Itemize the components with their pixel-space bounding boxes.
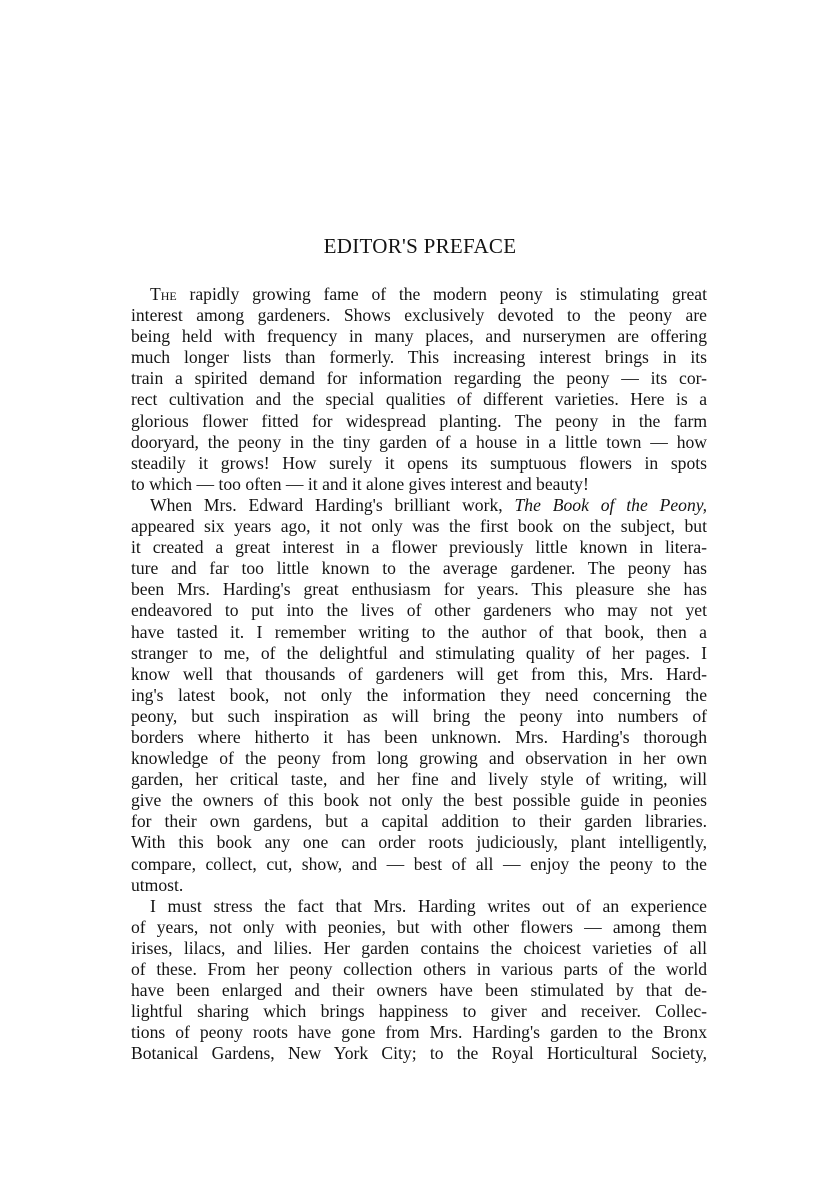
text-line: give the owners of this book not only the best possible guide in peonies: [131, 790, 707, 811]
book-title: The Book of the Peony,: [514, 494, 707, 515]
text-line: appeared six years ago, it not only was the first book on the subject, but: [131, 516, 707, 537]
text-line: have tasted it. I remember writing to the author of that book, then a: [131, 621, 707, 642]
text-line: With this book any one can order roots judiciously, plant intelligently,: [131, 832, 707, 853]
text-line: [131, 495, 707, 516]
text-line: stranger to me, of the delightful and stimulating quality of her pages. I: [131, 642, 707, 663]
text-line: glorious flower fitted for widespread planting. The peony in the farm: [131, 410, 707, 431]
text-line: [131, 284, 707, 305]
text-line: compare, collect, cut, show, and — best of all — enjoy the peony to the: [131, 853, 707, 874]
text-line: it created a great interest in a flower previously little known in litera-: [131, 537, 707, 558]
text-line: irises, lilacs, and lilies. Her garden contains the choicest varieties of all: [131, 937, 707, 958]
text-line: interest among gardeners. Shows exclusively devoted to the peony are: [131, 305, 707, 326]
text-line: I must stress the fact that Mrs. Harding writes out of an experience: [150, 895, 707, 916]
text-line: knowledge of the peony from long growing and observation in her own: [131, 748, 707, 769]
text-line: utmost.: [131, 874, 184, 895]
text-fragment: When Mrs. Edward Harding's brilliant work,: [150, 494, 515, 515]
text-line: for their own gardens, but a capital addition to their garden libraries.: [131, 811, 707, 832]
text-line: of years, not only with peonies, but with other flowers — among them: [131, 916, 707, 937]
text-line: tions of peony roots have gone from Mrs. Harding's garden to the Bronx: [131, 1022, 707, 1043]
text-line: of these. From her peony collection others in various parts of the world: [131, 959, 707, 979]
text-line: borders where hitherto it has been unknown. Mrs. Harding's thorough: [131, 726, 707, 747]
text-line: dooryard, the peony in the tiny garden of a house in a little town — how: [131, 431, 707, 452]
text-line: ture and far too little known to the average gardener. The peony has: [131, 558, 707, 579]
text-line: being held with frequency in many places, and nurserymen are offering: [131, 326, 707, 347]
text-line: train a spirited demand for information regarding the peony — its cor-: [131, 368, 707, 389]
text-line: been Mrs. Harding's great enthusiasm for years. This pleasure she has: [131, 579, 707, 600]
text-line: rect cultivation and the special qualities of different varieties. Here is a: [131, 389, 707, 410]
text-line: ing's latest book, not only the information they need concerning the: [131, 684, 707, 705]
text-line: lightful sharing which brings happiness to giver and receiver. Collec-: [131, 1001, 707, 1022]
text-fragment: rapidly growing fame of the modern peony is stimulating great: [176, 284, 707, 304]
text-line: peony, but such inspiration as will bring the peony into numbers of: [131, 705, 707, 726]
text-line: steadily it grows! How surely it opens its sumptuous flowers in spots: [131, 452, 707, 473]
preface-text: [131, 284, 707, 1064]
page-title: EDITOR'S PREFACE: [323, 234, 517, 258]
text-line: to which — too often — it and it alone gives interest and beauty!: [131, 473, 589, 494]
text-line: much longer lists than formerly. This increasing interest brings in its: [131, 347, 707, 368]
text-line: know well that thousands of gardeners will get from this, Mrs. Hard-: [131, 663, 707, 684]
drop-word: The: [150, 284, 177, 304]
text-line: Botanical Gardens, New York City; to the Royal Horticultural Society,: [131, 1043, 707, 1064]
text-line: have been enlarged and their owners have been stimulated by that de-: [131, 980, 707, 1001]
text-line: endeavored to put into the lives of other gardeners who may not yet: [131, 600, 707, 621]
text-line: garden, her critical taste, and her fine and lively style of writing, will: [131, 769, 707, 790]
